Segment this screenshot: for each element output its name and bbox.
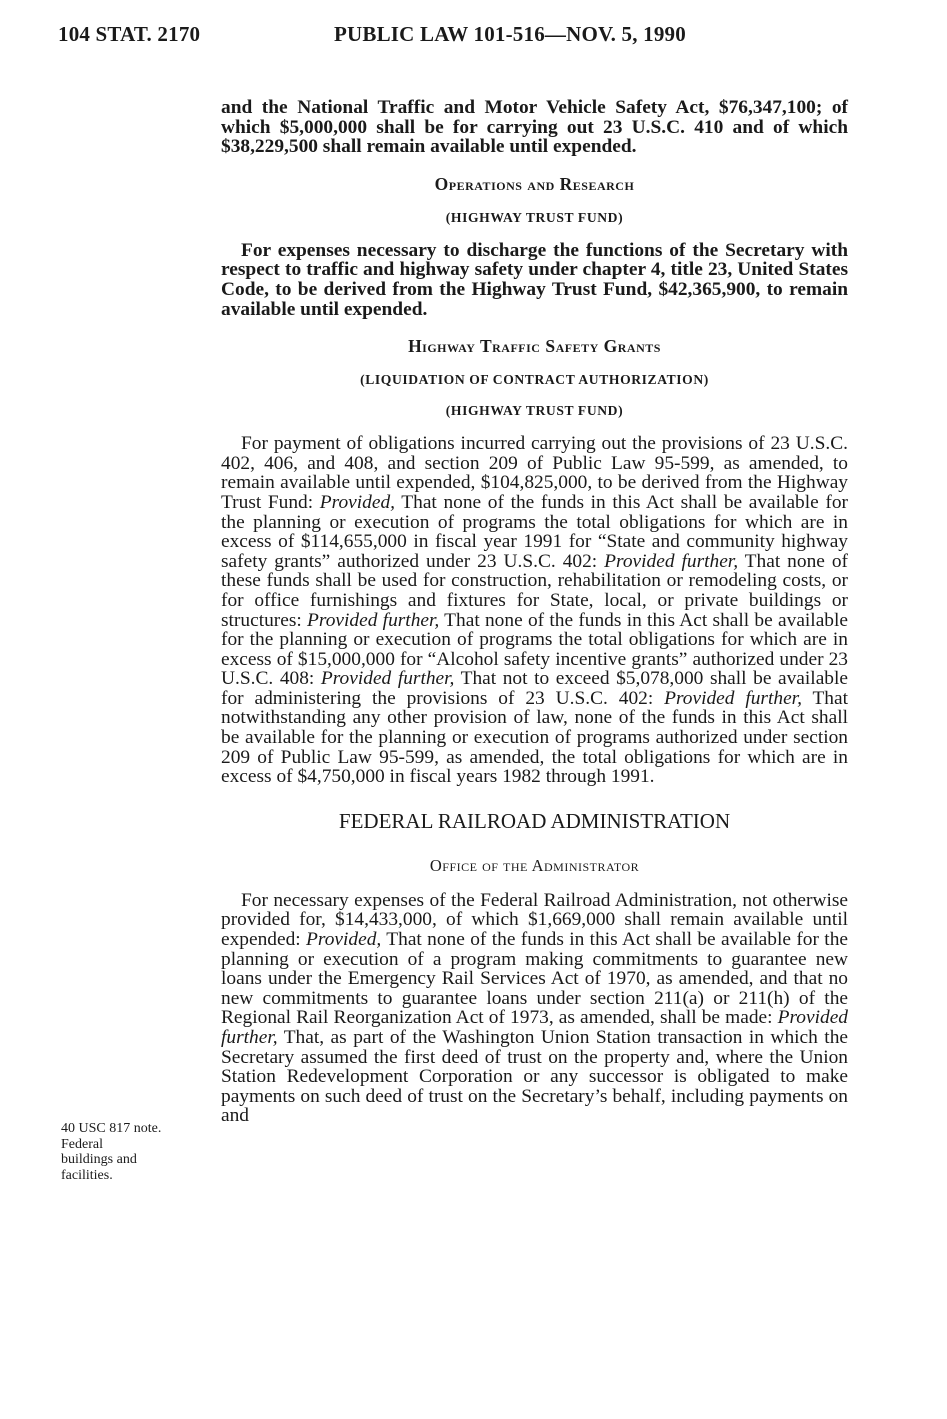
- public-law-citation: PUBLIC LAW 101-516—NOV. 5, 1990: [334, 22, 686, 46]
- safety-grants-text-4: That none of the funds in this Act shall be available for the planning or execution of programs the total obligations for which are in excess of $15,000,000 for “Alcohol safety incentive grants” authorized under 23 U.S.C. 408:: [221, 609, 848, 690]
- safety-grants-paragraph: [221, 434, 848, 787]
- safety-grants-subheading-trust-fund: (HIGHWAY TRUST FUND): [445, 403, 624, 419]
- operations-research-paragraph: For expenses necessary to discharge the functions of the Secretary with respect to traffic and highway safety under chapter 4, title 23, United States Code, to be derived from the Highway Trust Fund, $42,365,900, to remain available until expended.: [221, 239, 848, 320]
- fra-subheading: Office of the Administrator: [429, 855, 640, 875]
- safety-grants-text-2: That none of the funds in this Act shall be available for the planning or execution of programs the total obligations for which are in excess of $114,655,000 in fiscal year 1991 for “State and community highway safety grants” authorized under 23 U.S.C. 402:: [221, 491, 848, 572]
- margin-note-topic-2: buildings and: [61, 1152, 137, 1167]
- margin-note: [61, 1121, 211, 1183]
- proviso-4: Provided further,: [320, 668, 455, 690]
- operations-research-subheading: (HIGHWAY TRUST FUND): [445, 209, 624, 225]
- safety-grants-text-5: That not to exceed $5,078,000 shall be available for administering the provisions of 23 U.S.C. 402:: [221, 668, 848, 709]
- fra-proviso-1: Provided,: [306, 929, 382, 951]
- proviso-3: Provided further,: [307, 609, 440, 631]
- fra-heading: FEDERAL RAILROAD ADMINISTRATION: [338, 808, 731, 833]
- proviso-2: Provided further,: [604, 550, 739, 572]
- safety-grants-text-1: For payment of obligations incurred carrying out the provisions of 23 U.S.C. 402, 406, and 408, and section 209 of Public Law 95-599, as amended, to remain available until expended, $104,825,000, to be derived from the Highway Trust Fund:: [221, 433, 848, 513]
- margin-note-topic-3: facilities.: [61, 1167, 113, 1183]
- fra-proviso-2: Provided further,: [221, 1007, 848, 1048]
- intro-paragraph: and the National Traffic and Motor Vehicle Safety Act, $76,347,100; of which $5,000,000 shall be for carrying out 23 U.S.C. 410 and of which $38,229,500 shall remain available until expended.: [221, 97, 848, 158]
- statute-page-number: 104 STAT. 2170: [58, 22, 201, 46]
- fra-text-1: For necessary expenses of the Federal Railroad Administration, not otherwise provided for, $14,433,000, of which $1,669,000 shall remain available until expended:: [221, 889, 848, 951]
- main-text-column: [221, 98, 848, 1126]
- safety-grants-text-3: That none of these funds shall be used for construction, rehabilitation or remodeling costs, or for office furnishings and fixtures for State, local, or private buildings or structures:: [221, 550, 848, 631]
- page-header: [58, 22, 908, 54]
- operations-research-heading: Operations and Research: [434, 173, 635, 194]
- fra-paragraph: [221, 891, 848, 1126]
- proviso-5: Provided further,: [664, 687, 802, 709]
- proviso-1: Provided,: [319, 491, 395, 513]
- safety-grants-subheading-liquidation: (LIQUIDATION OF CONTRACT AUTHORIZATION): [360, 372, 709, 388]
- safety-grants-text-6: That notwithstanding any other provision of law, none of the funds in this Act shall be available for the planning or execution of programs authorized under section 209 of Public Law 95-599, as amended, the total obligations for which are in excess of $4,750,000 in fiscal years 1982 through 1991.: [221, 687, 848, 788]
- safety-grants-heading: Highway Traffic Safety Grants: [408, 336, 661, 357]
- margin-note-citation: 40 USC 817 note.: [61, 1121, 162, 1136]
- fra-text-3: That, as part of the Washington Union Station transaction in which the Secretary assumed the first deed of trust on the property and, where the Union Station Redevelopment Corporation or any successor is obligated to make payments on such deed of trust on the Secretary’s behalf, including payments on and: [221, 1027, 848, 1127]
- fra-text-2: That none of the funds in this Act shall be available for the planning or execution of a program making commitments to guarantee new loans under the Emergency Rail Services Act of 1970, as amended, and that no new commitments to guarantee loans under section 211(a) or 211(h) of the Regional Rail Reorganization Act of 1973, as amended, shall be made:: [221, 929, 848, 1029]
- margin-note-topic-1: Federal: [61, 1136, 103, 1152]
